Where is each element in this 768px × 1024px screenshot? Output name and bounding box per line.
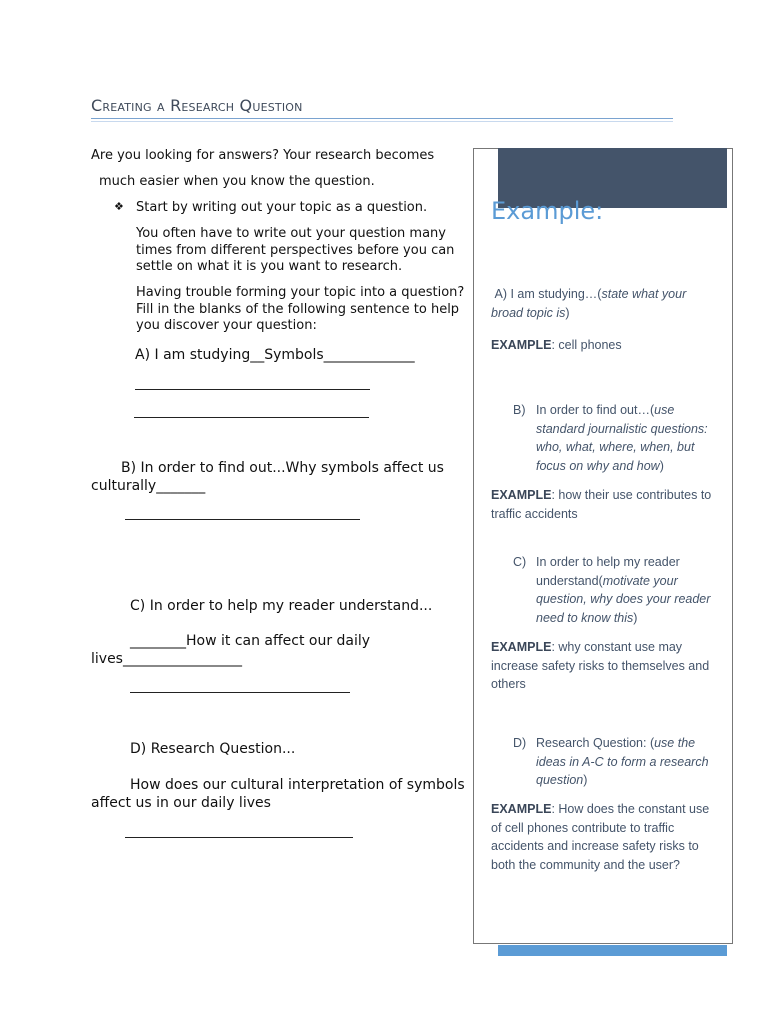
bullet-text: Start by writing out your topic as a question. [136, 200, 428, 215]
sidebar-example-c [491, 638, 721, 694]
answer-a: A) I am studying__Symbols_____________ [135, 347, 415, 363]
bullet-paragraph-1 [136, 226, 454, 276]
sidebar-title: Example: [491, 197, 604, 225]
item-a-prefix: A) I am studying…( [494, 287, 602, 301]
item-a-italic: state what your broad topic is [491, 287, 687, 320]
answer-c-line-1: ________How it can affect our daily [130, 633, 371, 649]
item-b-suffix: ) [659, 458, 664, 473]
item-c-italic: motivate your question, why does your reader need to know this [536, 573, 711, 625]
example-label: EXAMPLE [491, 640, 552, 654]
item-d-prefix: Research Question: ( [536, 736, 655, 750]
item-b-prefix: In order to find out…( [536, 403, 655, 417]
blank-line [134, 417, 369, 418]
example-text: : how their use contributes to traffic accidents [491, 488, 712, 521]
para1-line: settle on what it is you want to research. [136, 259, 403, 274]
blank-line [125, 837, 353, 838]
example-label: EXAMPLE [491, 338, 552, 352]
title-part-3: Question [239, 96, 303, 115]
example-label: EXAMPLE [491, 802, 552, 816]
para2-line: you discover your question: [136, 318, 317, 333]
title-part-1: Creating a [91, 96, 171, 115]
para1-line: times from different perspectives before you can [136, 242, 455, 258]
para1-line: You often have to write out your question many [136, 226, 446, 241]
blank-line [135, 389, 370, 390]
sidebar-marker-c: C) [513, 555, 527, 569]
sidebar-marker-b: B) [513, 403, 526, 417]
answer-b-line-2: culturally_______ [91, 478, 206, 494]
title-part-2: Research [170, 96, 240, 115]
bullet-diamond-icon: ❖ [114, 200, 124, 213]
blank-line [125, 519, 360, 520]
sidebar-footer-bar [498, 945, 727, 956]
example-text: : why constant use may increase safety risks to themselves and others [491, 640, 710, 691]
answer-d-line-1: How does our cultural interpretation of symbols [130, 777, 465, 793]
sidebar-example-a [491, 336, 721, 355]
answer-d: D) Research Question... [130, 741, 296, 757]
para2-line: Having trouble forming your topic into a question? [136, 285, 465, 300]
sidebar-marker-d: D) [513, 736, 527, 750]
answer-d-line-2: affect us in our daily lives [91, 795, 271, 811]
sidebar-example-b [491, 486, 721, 523]
item-d-suffix: ) [583, 773, 588, 787]
intro-line-1: Are you looking for answers? Your research becomes [91, 148, 435, 163]
sidebar-item-d [536, 734, 718, 790]
answer-b-line-1: B) In order to find out...Why symbols affect us [121, 460, 444, 476]
item-c-suffix: ) [633, 610, 638, 625]
sidebar-item-c [536, 553, 718, 627]
example-text: : How does the constant use of cell phones contribute to traffic accidents and increase safety risks to both the community and the user? [491, 802, 710, 872]
bullet-paragraph-2 [136, 285, 464, 335]
item-a-suffix: ) [565, 305, 570, 320]
sidebar-item-b [536, 401, 718, 475]
sidebar-example-d [491, 800, 721, 874]
example-text: : cell phones [551, 338, 622, 352]
item-b-italic: use standard journalistic questions: who, what, where, when, but focus on why and how [536, 403, 708, 473]
title-underline-light [91, 121, 673, 122]
para2-line: Fill in the blanks of the following sentence to help [136, 301, 460, 317]
answer-c: C) In order to help my reader understand... [130, 598, 433, 614]
example-label: EXAMPLE [491, 488, 552, 502]
intro-line-2: much easier when you know the question. [99, 174, 375, 189]
title-underline [91, 118, 673, 119]
item-c-prefix: In order to help my reader understand( [536, 555, 680, 588]
answer-c-line-2: lives_________________ [91, 651, 242, 667]
item-d-italic: use the ideas in A-C to form a research question [536, 736, 709, 787]
sidebar-item-a [491, 285, 721, 322]
page-title [91, 96, 303, 115]
blank-line [130, 692, 350, 693]
